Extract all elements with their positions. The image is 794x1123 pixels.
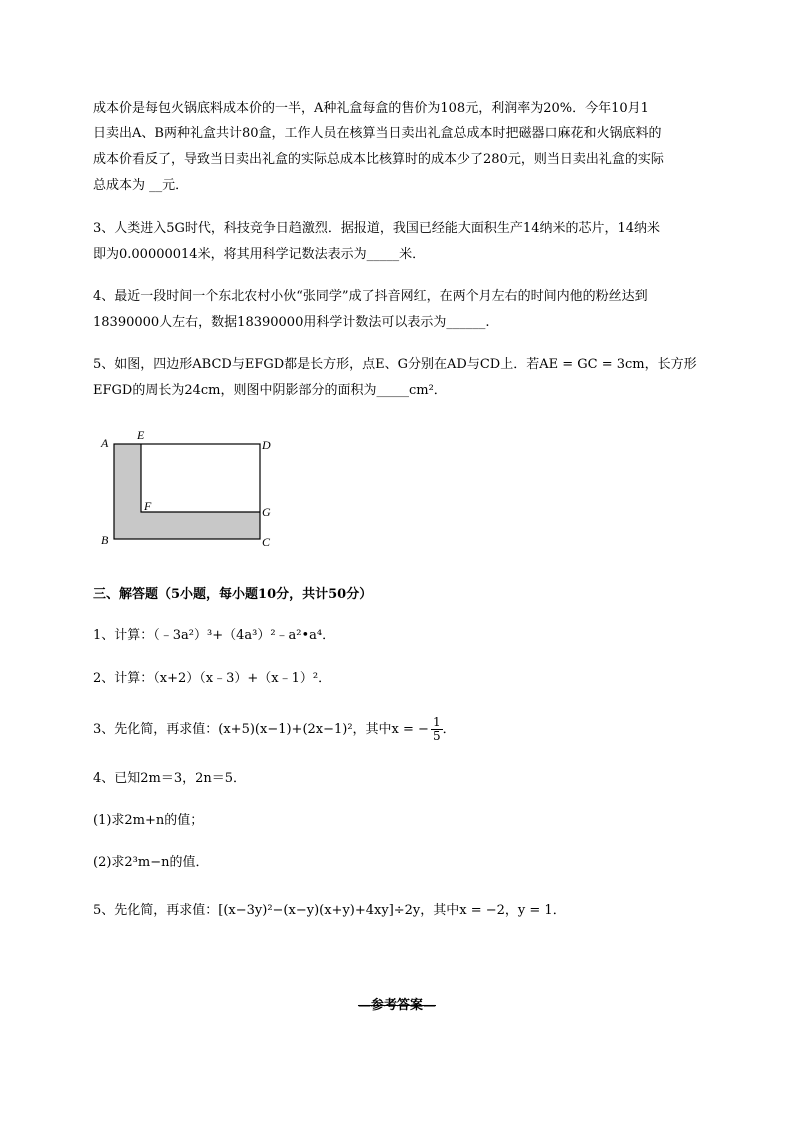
answer-key-title (0, 994, 794, 1013)
q5-line-1: 5、如图，四边形ABCD与EFGD都是长方形，点E、G分别在AD与CD上．若AE = GC = 3cm，长方形 (93, 357, 697, 372)
label-d: D (262, 438, 271, 452)
problem-4: 4、已知2m＝3，2n＝5． (93, 771, 247, 786)
label-g: G (262, 505, 271, 519)
q4-line-2: 18390000人左右，数据18390000用科学计数法可以表示为______. (93, 315, 490, 330)
fraction (431, 716, 443, 743)
label-a: A (101, 436, 109, 450)
problem-3 (93, 716, 456, 744)
q3-line-2: 即为0.00000014米，将其用科学记数法表示为_____米． (93, 247, 426, 262)
q4-line-1: 4、最近一段时间一个东北农村小伙“张同学”成了抖音网红，在两个月左右的时间内他的粉丝达到 (93, 289, 648, 304)
problem-4-part-1: (1)求2m+n的值； (93, 813, 204, 828)
q2-line-1: 成本价是每包火锅底料成本价的一半，A种礼盒每盒的售价为108元，利润率为20%．今年10月1 (93, 101, 649, 116)
q3-line-1: 3、人类进入5G时代，科技竞争日趋激烈．据报道，我国已经能大面积生产14纳米的芯片，14纳米 (93, 221, 661, 236)
problem-3-end: ． (442, 722, 456, 737)
section-3-title: 三、解答题（5小题，每小题10分，共计50分） (93, 587, 373, 602)
answer-key-title-text: —参考答案— (357, 998, 436, 1013)
q2-line-2: 日卖出A、B两种礼盒共计80盒，工作人员在核算当日卖出礼盒总成本时把磁器口麻花和火锅底料的 (93, 126, 662, 141)
q5-line-2: EFGD的周长为24cm，则图中阴影部分的面积为_____cm²． (93, 383, 447, 398)
q2-line-3: 成本价看反了，导致当日卖出礼盒的实际总成本比核算时的成本少了280元，则当日卖出礼盒的实际 (93, 152, 664, 167)
shaded-region (114, 444, 260, 539)
label-c: C (262, 535, 271, 549)
label-f: F (144, 499, 152, 513)
problem-3-text: 3、先化简，再求值：(x+5)(x−1)+(2x−1)²，其中x = − (93, 722, 429, 737)
fraction-denominator: 5 (432, 729, 441, 743)
rectangle-efgd (141, 444, 260, 512)
fraction-numerator: 1 (432, 715, 441, 729)
label-e: E (137, 428, 145, 442)
problem-1: 1、计算：（﹣3a²）³+（4a³）²﹣a²•a⁴． (93, 628, 336, 643)
problem-5: 5、先化简，再求值：[(x−3y)²−(x−y)(x+y)+4xy]÷2y，其中x = −2，y = 1． (93, 903, 566, 918)
q2-line-4: 总成本为 __元． (93, 178, 189, 193)
rectangle-figure (96, 428, 286, 556)
problem-2: 2、计算：（x+2）（x﹣3）+（x﹣1）²． (93, 671, 332, 686)
label-b: B (101, 533, 109, 547)
problem-4-part-2: (2)求2³m−n的值． (93, 855, 209, 870)
